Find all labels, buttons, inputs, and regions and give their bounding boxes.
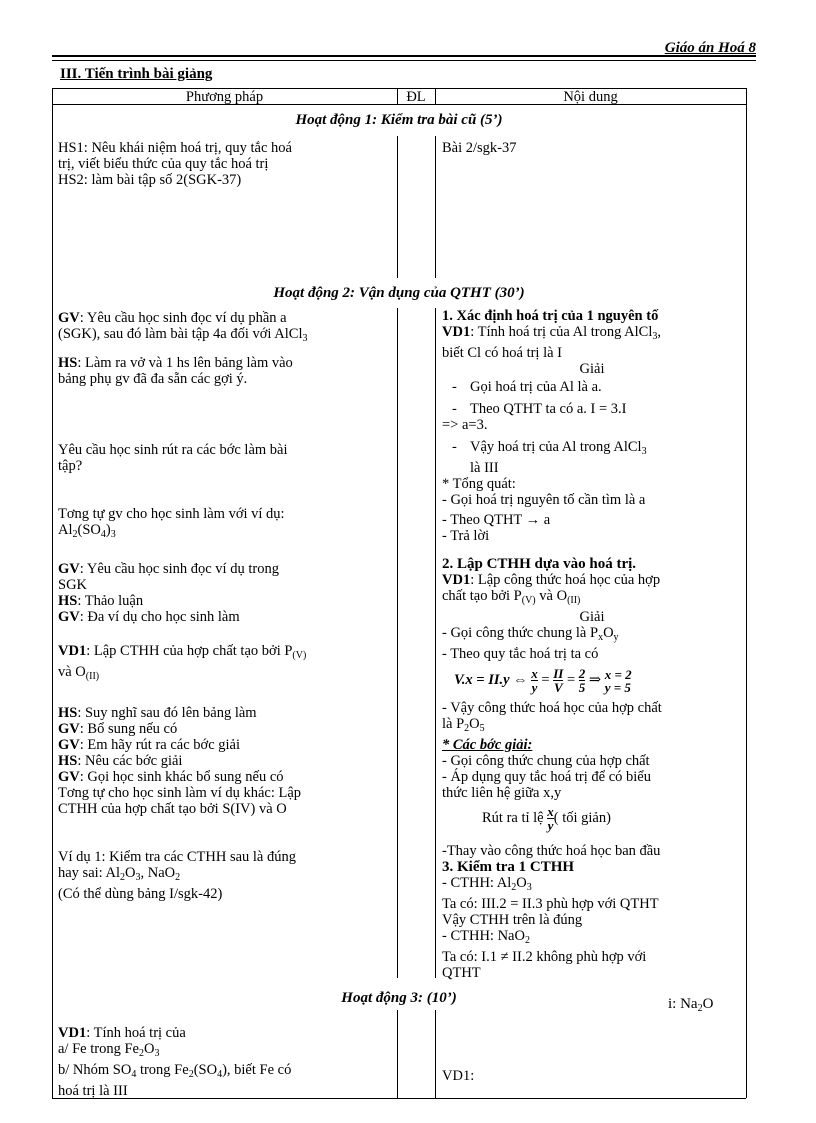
text: là III <box>470 460 499 476</box>
activity-2-content <box>442 308 742 981</box>
text: là P <box>442 716 465 732</box>
subscript: 5 <box>479 723 485 734</box>
table-left-border <box>52 88 53 1098</box>
text: - Vậy công thức hoá học của hợp chất <box>442 700 662 716</box>
bullet-icon: - <box>452 401 457 417</box>
activity-2-title: Hoạt động 2: Vận dụng của QTHT (30’) <box>273 285 525 301</box>
speaker-label: HS <box>58 705 78 721</box>
example-label: VD1 <box>442 572 471 588</box>
subscript: 4 <box>100 529 106 540</box>
text: thức liên hệ giữa x,y <box>442 785 562 801</box>
text: - Gọi hoá trị nguyên tố cần tìm là a <box>442 492 646 508</box>
text: SGK <box>58 577 88 593</box>
text: (SO <box>193 1062 218 1078</box>
text: - Trả lời <box>442 528 490 544</box>
text: ) <box>105 522 111 538</box>
col-header-method: Phương pháp <box>185 89 264 105</box>
denominator: 5 <box>578 680 586 696</box>
numerator: x <box>547 804 554 820</box>
fraction <box>553 667 563 694</box>
speaker-label: HS <box>58 753 78 769</box>
subscript: 2 <box>138 1048 144 1059</box>
text-line: Bài 2/sgk-37 <box>442 140 517 156</box>
result: y = 5 <box>604 679 631 695</box>
text: O <box>516 875 527 891</box>
equation-lhs: V.x = II.y ⇔ <box>454 672 528 688</box>
text: - Gọi công thức chung của hợp chất <box>442 753 650 769</box>
table-right-border <box>746 88 747 1098</box>
activity-3-method <box>58 1025 393 1099</box>
text: : Lập CTHH của hợp chất tạo bởi P <box>86 643 293 659</box>
denominator: y <box>531 680 538 696</box>
text-line: HS1: Nêu khái niệm hoá trị, quy tắc hoá <box>58 140 292 156</box>
example-label: VD1 <box>442 324 471 340</box>
text: - Theo quy tắc hoá trị ta có <box>442 646 599 662</box>
col-divider-1-act2 <box>397 308 398 978</box>
section-title: III. Tiến trình bài giảng <box>60 66 213 82</box>
subscript: 3 <box>135 872 141 883</box>
text: b/ Nhóm SO <box>58 1062 132 1078</box>
text: - Gọi công thức chung là P <box>442 625 599 641</box>
subscript: 3 <box>652 331 658 342</box>
speaker-label: GV <box>58 561 80 577</box>
speaker-label: HS <box>58 355 78 371</box>
activity-1-title: Hoạt động 1: Kiểm tra bài cũ (5’) <box>295 112 503 128</box>
subscript: (II) <box>567 595 581 606</box>
text: Vậy hoá trị của Al trong AlCl <box>470 439 642 455</box>
text: Ta có: III.2 = II.3 phù hợp với QTHT <box>442 896 659 912</box>
text: Ta có: I.1 ≠ II.2 không phù hợp với <box>442 949 647 965</box>
text: a/ Fe trong Fe <box>58 1041 139 1057</box>
subscript: (II) <box>85 671 100 682</box>
subscript: 3 <box>110 529 116 540</box>
text: : Nêu các bớc giải <box>77 753 183 769</box>
result: x = 2 <box>604 666 632 682</box>
subscript: 2 <box>511 882 517 893</box>
text: : Tính hoá trị của <box>86 1025 186 1041</box>
steps-heading: * Các bớc giải: <box>442 737 533 753</box>
text: : Làm ra vở và 1 hs lên bảng làm vào <box>77 355 293 371</box>
subscript: y <box>613 632 619 643</box>
bullet-icon: - <box>452 379 457 395</box>
text: hoá trị là III <box>58 1083 128 1099</box>
fraction <box>531 667 538 694</box>
text: Yêu cầu học sinh rút ra các bớc làm bài <box>58 442 288 458</box>
col-header-dl: ĐL <box>406 89 426 105</box>
denominator: V <box>553 680 563 696</box>
text: Vậy CTHH trên là đúng <box>442 912 583 928</box>
text: Theo QTHT ta có a. I = 3.I <box>470 401 627 417</box>
text: QTHT <box>442 965 481 981</box>
speaker-label: GV <box>58 721 80 737</box>
text: Al <box>58 522 73 538</box>
text: : Yêu cầu học sinh đọc ví dụ trong <box>79 561 279 577</box>
subscript: 2 <box>524 935 530 946</box>
subheading: 2. Lập CTHH dựa vào hoá trị. <box>442 556 637 572</box>
subscript: 3 <box>302 333 308 344</box>
subheading: 3. Kiểm tra 1 CTHH <box>442 859 575 875</box>
text: * Tổng quát: <box>442 476 516 492</box>
text: : Suy nghĩ sau đó lên bảng làm <box>77 705 257 721</box>
document-header-title: Giáo án Hoá 8 <box>664 40 756 56</box>
subscript: 2 <box>72 529 78 540</box>
col-header-content: Nội dung <box>563 89 618 105</box>
text: tập? <box>58 458 83 474</box>
text: : Tính hoá trị của Al trong AlCl <box>470 324 653 340</box>
subscript: 4 <box>217 1069 223 1080</box>
text: - CTHH: Al <box>442 875 512 891</box>
text: O <box>125 865 136 881</box>
clipped-line <box>442 965 742 981</box>
activity-3-content: VD1: <box>442 1068 475 1084</box>
text: ( tối giản) <box>553 810 611 826</box>
text: => a=3. <box>442 417 488 433</box>
text: hay sai: Al <box>58 865 121 881</box>
subscript: 2 <box>120 872 126 883</box>
text: và O <box>58 664 86 680</box>
text: Tơng tự cho học sinh làm ví dụ khác: Lập <box>58 785 302 801</box>
speaker-label: GV <box>58 609 80 625</box>
speaker-label: HS <box>58 593 78 609</box>
subscript: x <box>598 632 604 643</box>
activity-1-content <box>442 140 742 156</box>
text: : Đa ví dụ cho học sinh làm <box>79 609 240 625</box>
subheading: 1. Xác định hoá trị của 1 nguyên tố <box>442 308 659 324</box>
speaker-label: GV <box>58 310 80 326</box>
activity-3-title: Hoạt động 3: (10’) <box>341 990 457 1006</box>
text: : Yêu cầu học sinh đọc ví dụ phần a <box>79 310 287 326</box>
text: : Lập công thức hoá học của hợp <box>470 572 661 588</box>
text: chất tạo bởi P <box>442 588 522 604</box>
subscript: 3 <box>526 882 532 893</box>
implies-icon: ⇒ <box>588 672 602 688</box>
text: O <box>143 1041 155 1057</box>
text: - Theo QTHT <box>442 512 526 528</box>
text: (Có thể dùng bảng I/sgk-42) <box>58 886 223 902</box>
denominator: y <box>547 818 554 834</box>
fraction <box>579 667 586 694</box>
col-divider-2-act3 <box>435 1010 436 1098</box>
subscript: 2 <box>175 872 181 883</box>
text: Rút ra tỉ lệ <box>482 810 548 826</box>
numerator: x <box>531 666 538 682</box>
numerator: 2 <box>578 666 586 682</box>
text: Giải <box>579 609 605 625</box>
subscript: 2 <box>697 1003 703 1014</box>
subscript: 4 <box>131 1069 137 1080</box>
overflow-text <box>668 996 713 1017</box>
arrow-icon: → <box>525 512 541 528</box>
text: -Thay vào công thức hoá học ban đầu <box>442 843 661 859</box>
text: : Gọi học sinh khác bổ sung nếu có <box>79 769 284 785</box>
text: (SO <box>77 522 101 538</box>
text: , NaO <box>140 865 176 881</box>
speaker-label: VD1 <box>58 643 87 659</box>
text: trong Fe <box>136 1062 189 1078</box>
text: O <box>469 716 480 732</box>
subscript: 3 <box>154 1048 160 1059</box>
text: - Áp dụng quy tắc hoá trị để có biểu <box>442 769 651 785</box>
text-line: HS2: làm bài tập số 2(SGK-37) <box>58 172 242 188</box>
equation: V.x = II.y ⇔ $\frac{x}{y}$ = $\frac{II}{V}$ = $\frac{2}{5}$ ⇒ x = 2 y = 5 <box>454 666 632 696</box>
subscript: (V) <box>292 650 307 661</box>
text: và O <box>535 588 568 604</box>
col-divider-2-act2 <box>435 308 436 978</box>
text: O <box>603 625 614 641</box>
result-pair <box>605 668 632 694</box>
activity-1-method <box>58 140 393 188</box>
text: O <box>702 996 714 1012</box>
header-rule-thin <box>52 60 756 61</box>
subscript: (V) <box>521 595 536 606</box>
text: - CTHH: NaO <box>442 928 525 944</box>
numerator: II <box>553 666 564 682</box>
subscript: 2 <box>464 723 470 734</box>
activity-2-method <box>58 310 393 902</box>
text: CTHH của hợp chất tạo bởi S(IV) và O <box>58 801 287 817</box>
subscript: 3 <box>641 446 647 457</box>
example-label: VD1 <box>58 1025 87 1041</box>
text: biết Cl có hoá trị là I <box>442 345 562 361</box>
text: : Bổ sung nếu có <box>79 721 178 737</box>
col-divider-1-act1 <box>397 136 398 278</box>
text: Tơng tự gv cho học sinh làm với ví dụ: <box>58 506 285 522</box>
text: i: Na <box>668 996 698 1012</box>
speaker-label: GV <box>58 769 80 785</box>
text: a <box>540 512 551 528</box>
text: ), biết Fe có <box>222 1062 292 1078</box>
header-rule-thick <box>52 55 756 57</box>
subscript: 2 <box>188 1069 194 1080</box>
text: : Thảo luận <box>77 593 144 609</box>
text: (SGK), sau đó làm bài tập 4a đối với AlCl <box>58 326 303 342</box>
col-divider-1-act3 <box>397 1010 398 1098</box>
text: Ví dụ 1: Kiểm tra các CTHH sau là đúng <box>58 849 296 865</box>
bullet-icon: - <box>452 439 457 455</box>
col-divider-2-act1 <box>435 136 436 278</box>
text: Giải <box>579 361 605 377</box>
text: : Em hãy rút ra các bớc giải <box>79 737 241 753</box>
text: , <box>657 324 662 340</box>
text: Gọi hoá trị của Al là a. <box>470 379 602 395</box>
ratio-line <box>442 801 742 835</box>
text: bảng phụ gv đã đa sẵn các gợi ý. <box>58 371 248 387</box>
speaker-label: GV <box>58 737 80 753</box>
text-line: trị, viết biểu thức của quy tắc hoá trị <box>58 156 269 172</box>
